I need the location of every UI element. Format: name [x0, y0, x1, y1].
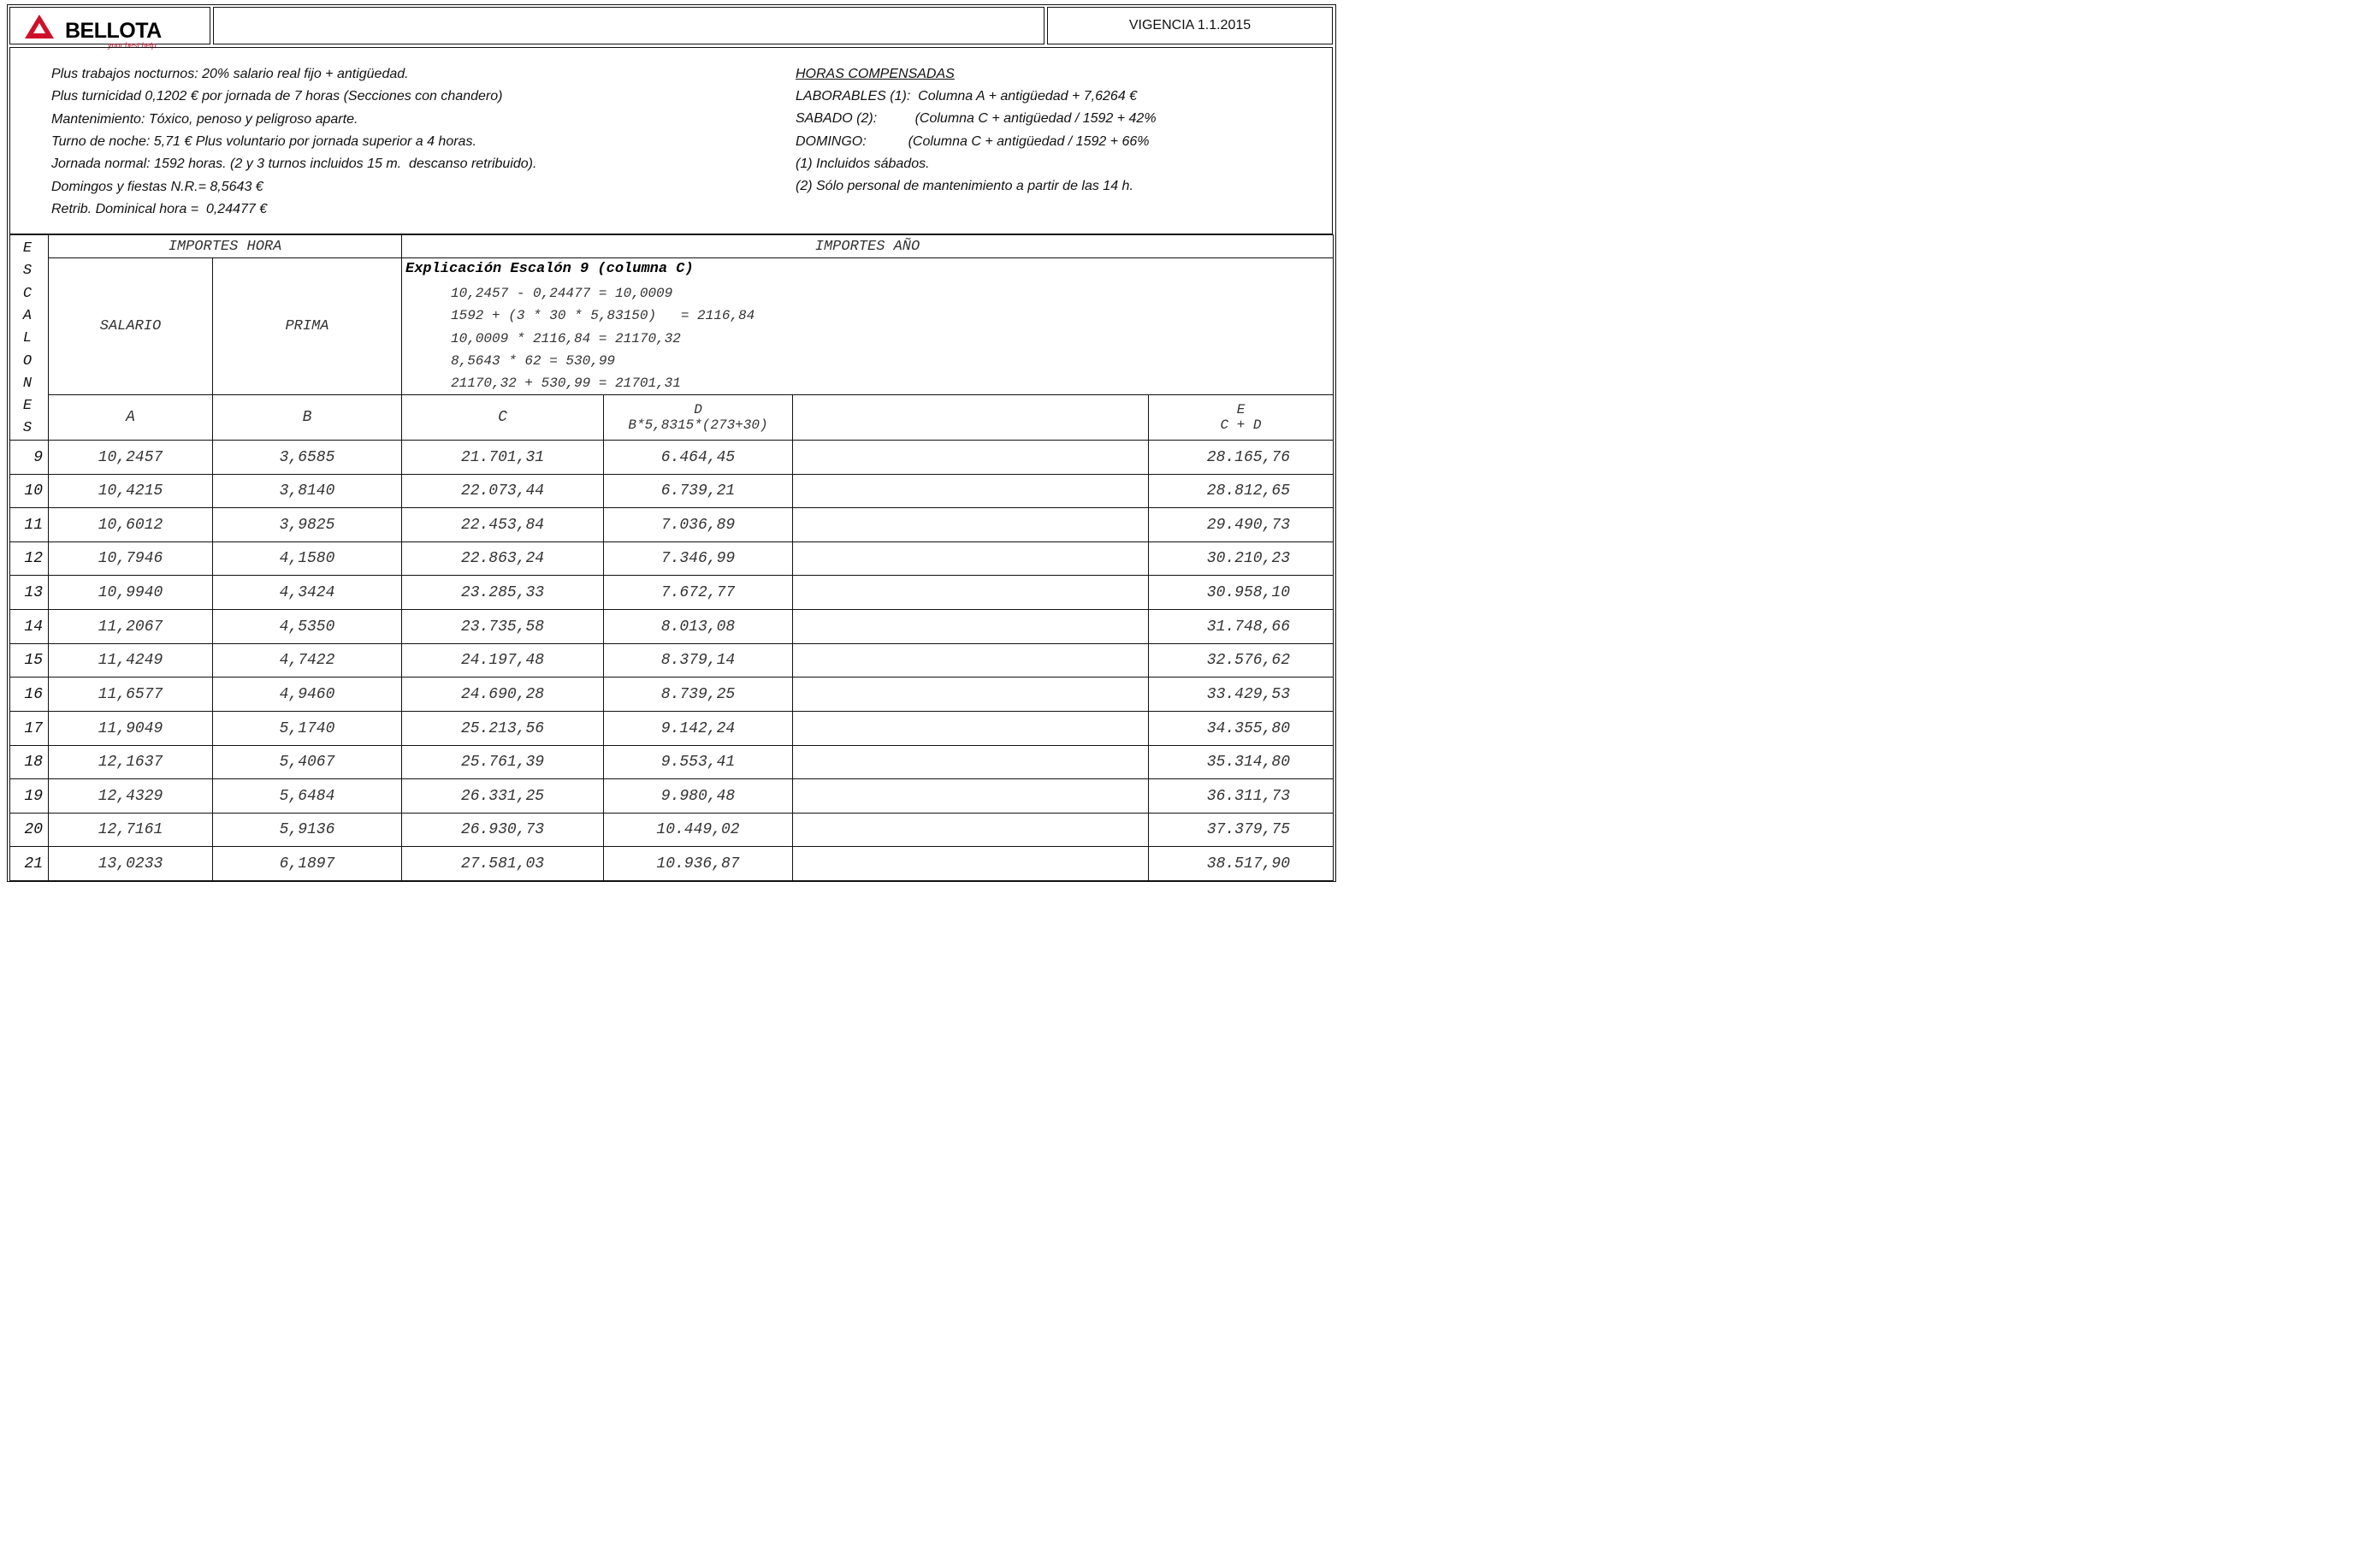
row-col-e: 32.576,62: [1148, 643, 1334, 677]
row-col-c: 22.863,24: [401, 541, 604, 576]
row-blank: [792, 745, 1149, 779]
row-col-d: 10.936,87: [603, 846, 793, 881]
row-escalon: 19: [9, 778, 49, 814]
note-line: Domingos y fiestas N.R.= 8,5643 €: [51, 179, 263, 194]
col-blank-header: [792, 394, 1149, 441]
row-salario: 11,2067: [48, 609, 213, 644]
row-prima: 5,9136: [212, 813, 402, 847]
escalones-letter: E: [22, 240, 33, 257]
row-col-e: 28.812,65: [1148, 474, 1334, 508]
row-prima: 4,1580: [212, 541, 402, 576]
row-blank: [792, 813, 1149, 847]
col-b-header: B: [212, 394, 402, 441]
col-a-header: A: [48, 394, 213, 441]
row-salario: 12,1637: [48, 745, 213, 779]
row-col-e: 35.314,80: [1148, 745, 1334, 779]
row-escalon: 14: [9, 609, 49, 644]
row-prima: 5,6484: [212, 778, 402, 814]
row-salario: 11,9049: [48, 711, 213, 746]
row-prima: 3,6585: [212, 440, 402, 475]
prima-header: PRIMA: [212, 257, 402, 395]
row-prima: 4,9460: [212, 677, 402, 712]
importes-ano-header: IMPORTES AÑO: [401, 234, 1334, 258]
row-col-c: 23.735,58: [401, 609, 604, 644]
explicacion-line: 1592 + (3 * 30 * 5,83150) = 2116,84: [451, 308, 755, 324]
row-escalon: 18: [9, 745, 49, 779]
row-salario: 13,0233: [48, 846, 213, 881]
row-salario: 10,7946: [48, 541, 213, 576]
row-prima: 4,3424: [212, 575, 402, 610]
row-escalon: 12: [9, 541, 49, 576]
row-blank: [792, 778, 1149, 814]
explicacion-box: [401, 257, 1334, 395]
row-col-d: 6.464,45: [603, 440, 793, 475]
note-line: Plus trabajos nocturnos: 20% salario real fijo + antigüedad.: [51, 67, 409, 81]
row-col-e: 28.165,76: [1148, 440, 1334, 475]
escalones-letter: N: [22, 375, 33, 392]
row-prima: 3,9825: [212, 507, 402, 542]
header-title-area: [213, 7, 1044, 44]
escalones-letter: O: [22, 352, 33, 370]
escalones-letter: C: [22, 285, 33, 302]
row-blank: [792, 711, 1149, 746]
row-col-d: 9.553,41: [603, 745, 793, 779]
note-line: Jornada normal: 1592 horas. (2 y 3 turnos incluidos 15 m. descanso retribuido).: [51, 157, 537, 172]
row-escalon: 17: [9, 711, 49, 746]
row-col-c: 24.197,48: [401, 643, 604, 677]
row-escalon: 15: [9, 643, 49, 677]
col-c-header: C: [401, 394, 604, 441]
escalones-letter: L: [22, 330, 33, 347]
row-col-c: 25.213,56: [401, 711, 604, 746]
compensadas-line: DOMINGO: (Columna C + antigüedad / 1592 + 66%: [796, 133, 1150, 149]
col-e-formula: C + D: [1220, 417, 1262, 433]
row-blank: [792, 609, 1149, 644]
row-blank: [792, 846, 1149, 881]
escalones-letter: S: [22, 420, 33, 437]
col-d-letter: D: [694, 402, 702, 417]
row-col-e: 30.210,23: [1148, 541, 1334, 576]
note-line: Turno de noche: 5,71 € Plus voluntario por jornada superior a 4 horas.: [51, 133, 476, 149]
compensadas-line: LABORABLES (1): Columna A + antigüedad + 7,6264 €: [796, 89, 1138, 104]
row-salario: 11,4249: [48, 643, 213, 677]
row-col-c: 27.581,03: [401, 846, 604, 881]
row-col-c: 26.331,25: [401, 778, 604, 814]
row-col-c: 22.453,84: [401, 507, 604, 542]
row-col-e: 37.379,75: [1148, 813, 1334, 847]
row-prima: 5,1740: [212, 711, 402, 746]
note-line: Mantenimiento: Tóxico, penoso y peligroso aparte.: [51, 111, 358, 127]
explicacion-line: 21170,32 + 530,99 = 21701,31: [451, 376, 681, 392]
row-col-e: 30.958,10: [1148, 575, 1334, 610]
row-salario: 11,6577: [48, 677, 213, 712]
brand-name: BELLOTA: [65, 19, 162, 43]
row-blank: [792, 643, 1149, 677]
row-col-c: 26.930,73: [401, 813, 604, 847]
explicacion-title: Explicación Escalón 9 (columna C): [405, 261, 694, 277]
row-prima: 5,4067: [212, 745, 402, 779]
row-col-e: 29.490,73: [1148, 507, 1334, 542]
col-d-header: [603, 394, 793, 441]
row-escalon: 11: [9, 507, 49, 542]
bellota-logo-icon: [22, 13, 56, 40]
row-col-d: 7.346,99: [603, 541, 793, 576]
row-salario: 12,4329: [48, 778, 213, 814]
escalones-letter: E: [22, 398, 33, 415]
row-escalon: 20: [9, 813, 49, 847]
row-col-e: 33.429,53: [1148, 677, 1334, 712]
row-salario: 12,7161: [48, 813, 213, 847]
row-blank: [792, 677, 1149, 712]
row-col-e: 36.311,73: [1148, 778, 1334, 814]
row-escalon: 10: [9, 474, 49, 508]
compensadas-line: (2) Sólo personal de mantenimiento a partir de las 14 h.: [796, 179, 1133, 194]
compensadas-line: (1) Incluidos sábados.: [796, 156, 930, 171]
row-col-d: 9.980,48: [603, 778, 793, 814]
row-col-d: 7.672,77: [603, 575, 793, 610]
row-col-d: 7.036,89: [603, 507, 793, 542]
row-col-c: 23.285,33: [401, 575, 604, 610]
salario-header: SALARIO: [48, 257, 213, 395]
row-blank: [792, 440, 1149, 475]
explicacion-line: 8,5643 * 62 = 530,99: [451, 352, 616, 369]
row-col-e: 31.748,66: [1148, 609, 1334, 644]
compensadas-line: SABADO (2): (Columna C + antigüedad / 1592 + 42%: [796, 111, 1157, 127]
explicacion-line: 10,0009 * 2116,84 = 21170,32: [451, 330, 681, 346]
row-blank: [792, 474, 1149, 508]
col-e-letter: E: [1236, 402, 1246, 417]
escalones-letter: A: [22, 307, 33, 324]
row-col-c: 25.761,39: [401, 745, 604, 779]
row-col-c: 24.690,28: [401, 677, 604, 712]
row-col-d: 8.379,14: [603, 643, 793, 677]
logo-box: [9, 7, 210, 50]
row-col-e: 38.517,90: [1148, 846, 1334, 881]
col-e-header: [1148, 394, 1334, 441]
row-prima: 3,8140: [212, 474, 402, 508]
row-col-d: 6.739,21: [603, 474, 793, 508]
note-line: Plus turnicidad 0,1202 € por jornada de 7 horas (Secciones con chandero): [51, 89, 503, 104]
row-salario: 10,2457: [48, 440, 213, 475]
row-prima: 4,5350: [212, 609, 402, 644]
row-escalon: 9: [9, 440, 49, 475]
row-prima: 6,1897: [212, 846, 402, 881]
vigencia-label: VIGENCIA 1.1.2015: [1047, 7, 1333, 44]
note-line: Retrib. Dominical hora = 0,24477 €: [51, 201, 268, 216]
row-col-d: 10.449,02: [603, 813, 793, 847]
row-blank: [792, 575, 1149, 610]
row-col-c: 21.701,31: [401, 440, 604, 475]
col-d-formula: B*5,8315*(273+30): [628, 417, 768, 433]
escalones-letter: S: [22, 263, 33, 280]
row-salario: 10,4215: [48, 474, 213, 508]
brand-tagline: your best help: [108, 41, 157, 50]
compensadas-title: HORAS COMPENSADAS: [796, 67, 955, 81]
row-salario: 10,9940: [48, 575, 213, 610]
row-col-d: 9.142,24: [603, 711, 793, 746]
row-col-d: 8.739,25: [603, 677, 793, 712]
row-salario: 10,6012: [48, 507, 213, 542]
row-col-c: 22.073,44: [401, 474, 604, 508]
row-escalon: 16: [9, 677, 49, 712]
row-blank: [792, 541, 1149, 576]
row-escalon: 13: [9, 575, 49, 610]
row-prima: 4,7422: [212, 643, 402, 677]
row-escalon: 21: [9, 846, 49, 881]
row-blank: [792, 507, 1149, 542]
row-col-d: 8.013,08: [603, 609, 793, 644]
importes-hora-header: IMPORTES HORA: [48, 234, 402, 258]
explicacion-line: 10,2457 - 0,24477 = 10,0009: [451, 286, 673, 301]
row-col-e: 34.355,80: [1148, 711, 1334, 746]
